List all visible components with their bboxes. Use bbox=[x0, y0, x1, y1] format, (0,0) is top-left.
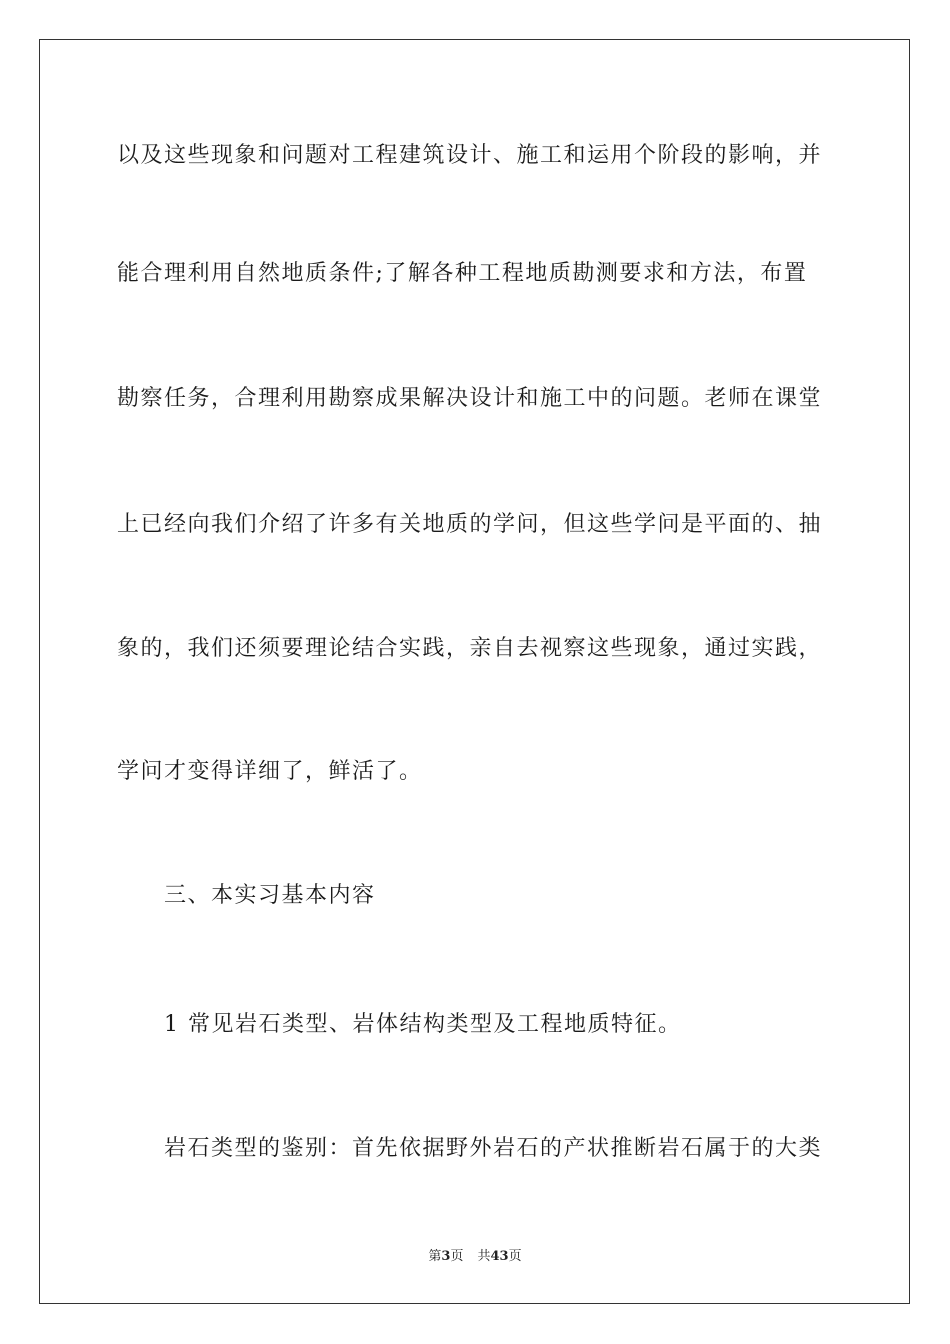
footer-total-prefix: 共 bbox=[477, 1249, 491, 1264]
subsection-heading: 1 常见岩石类型、岩体结构类型及工程地质特征。 bbox=[164, 1012, 682, 1037]
page-footer bbox=[0, 1248, 950, 1266]
footer-page-number: 3 bbox=[441, 1249, 451, 1264]
page-border bbox=[39, 39, 910, 1304]
paragraph-start: 岩石类型的鉴别：首先依据野外岩石的产状推断岩石属于的大类 bbox=[164, 1136, 823, 1161]
footer-page-prefix: 第 bbox=[428, 1249, 442, 1264]
body-line-2: 能合理利用自然地质条件;了解各种工程地质勘测要求和方法，布置 bbox=[117, 261, 808, 286]
section-heading: 三、本实习基本内容 bbox=[164, 883, 376, 908]
footer-total-pages: 43 bbox=[490, 1249, 509, 1264]
body-line-3: 勘察任务，合理利用勘察成果解决设计和施工中的问题。老师在课堂 bbox=[117, 386, 823, 411]
footer-page-suffix: 页 bbox=[450, 1249, 464, 1264]
body-line-4: 上已经向我们介绍了许多有关地质的学问，但这些学问是平面的、抽 bbox=[117, 512, 823, 537]
body-line-5: 象的，我们还须要理论结合实践，亲自去视察这些现象，通过实践， bbox=[117, 636, 823, 661]
body-line-1: 以及这些现象和问题对工程建筑设计、施工和运用个阶段的影响，并 bbox=[117, 143, 823, 168]
footer-total-suffix: 页 bbox=[508, 1249, 522, 1264]
body-line-6: 学问才变得详细了，鲜活了。 bbox=[117, 759, 423, 784]
